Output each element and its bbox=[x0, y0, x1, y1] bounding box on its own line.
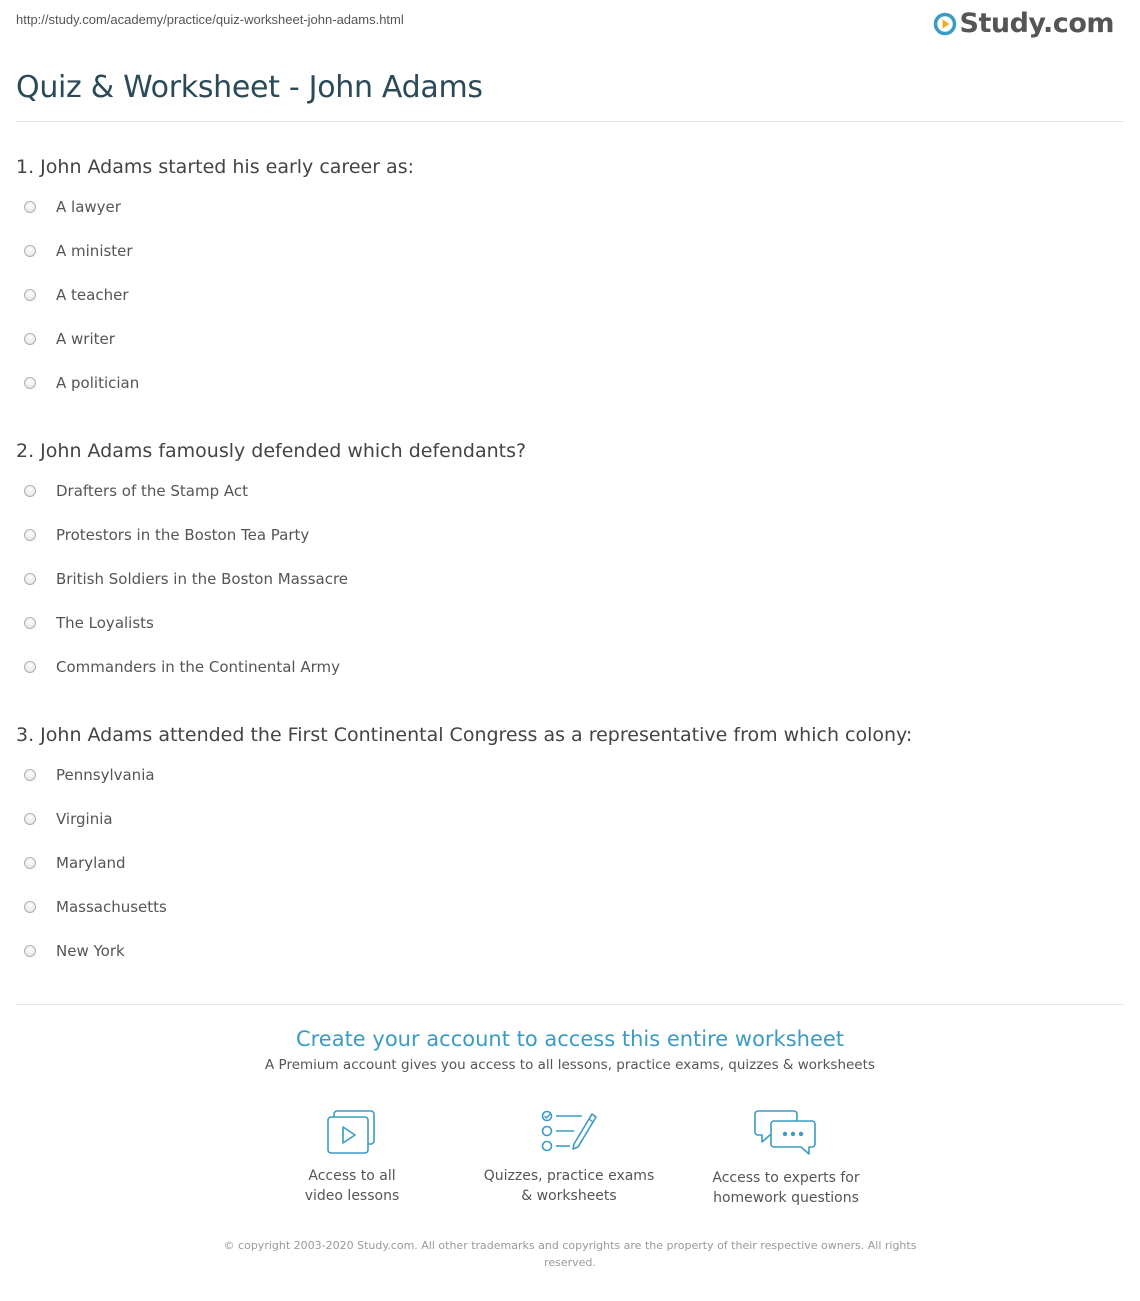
answer-option[interactable] bbox=[16, 569, 1124, 613]
header-divider bbox=[16, 121, 1124, 122]
answer-option[interactable] bbox=[16, 285, 1124, 329]
answer-option[interactable] bbox=[16, 329, 1124, 373]
option-label: British Soldiers in the Boston Massacre bbox=[56, 570, 349, 588]
answer-option[interactable] bbox=[16, 809, 1124, 853]
option-label: Commanders in the Continental Army bbox=[56, 658, 341, 676]
feature-quizzes bbox=[469, 1108, 669, 1206]
feature-label: Access to experts for homework questions bbox=[712, 1170, 860, 1206]
option-label: Drafters of the Stamp Act bbox=[56, 482, 249, 500]
answer-options bbox=[16, 765, 1124, 985]
radio-button[interactable] bbox=[24, 813, 36, 825]
radio-button[interactable] bbox=[24, 661, 36, 673]
option-label: Pennsylvania bbox=[56, 766, 155, 784]
answer-options bbox=[16, 197, 1124, 417]
option-label: Maryland bbox=[56, 854, 126, 872]
radio-button[interactable] bbox=[24, 573, 36, 585]
question-text: 3. John Adams attended the First Continental Congress as a representative from which colony: bbox=[16, 724, 913, 746]
answer-option[interactable] bbox=[16, 897, 1124, 941]
create-account-link[interactable]: Create your account to access this entire worksheet bbox=[295, 1027, 845, 1051]
radio-button[interactable] bbox=[24, 529, 36, 541]
logo-text: Study.com bbox=[959, 8, 1114, 39]
answer-option[interactable] bbox=[16, 525, 1124, 569]
footer-divider bbox=[16, 1004, 1124, 1005]
radio-button[interactable] bbox=[24, 617, 36, 629]
answer-option[interactable] bbox=[16, 765, 1124, 809]
option-label: The Loyalists bbox=[56, 614, 154, 632]
page-url: http://study.com/academy/practice/quiz-worksheet-john-adams.html bbox=[16, 12, 404, 27]
answer-option[interactable] bbox=[16, 373, 1124, 417]
option-label: New York bbox=[56, 942, 125, 960]
question-1 bbox=[16, 153, 1124, 417]
option-label: Virginia bbox=[56, 810, 113, 828]
feature-experts bbox=[686, 1108, 886, 1208]
option-label: Protestors in the Boston Tea Party bbox=[56, 526, 310, 544]
answer-option[interactable] bbox=[16, 941, 1124, 985]
study-com-logo[interactable] bbox=[933, 8, 1114, 39]
answer-option[interactable] bbox=[16, 241, 1124, 285]
option-label: Massachusetts bbox=[56, 898, 167, 916]
radio-button[interactable] bbox=[24, 945, 36, 957]
question-text: 2. John Adams famously defended which defendants? bbox=[16, 440, 527, 462]
radio-button[interactable] bbox=[24, 201, 36, 213]
question-2 bbox=[16, 437, 1124, 701]
feature-label: Access to all video lessons bbox=[304, 1168, 400, 1204]
radio-button[interactable] bbox=[24, 769, 36, 781]
option-label: A politician bbox=[56, 374, 140, 392]
radio-button[interactable] bbox=[24, 485, 36, 497]
radio-button[interactable] bbox=[24, 377, 36, 389]
premium-description: A Premium account gives you access to all lessons, practice exams, quizzes & worksheets bbox=[265, 1057, 875, 1073]
answer-option[interactable] bbox=[16, 657, 1124, 701]
option-label: A minister bbox=[56, 242, 133, 260]
answer-option[interactable] bbox=[16, 613, 1124, 657]
page-title: Quiz & Worksheet - John Adams bbox=[16, 70, 483, 105]
question-text: 1. John Adams started his early career as: bbox=[16, 156, 414, 178]
answer-options bbox=[16, 481, 1124, 701]
video-lessons-icon bbox=[326, 1108, 378, 1156]
radio-button[interactable] bbox=[24, 289, 36, 301]
chat-bubbles-icon bbox=[754, 1108, 818, 1158]
question-3 bbox=[16, 721, 1124, 985]
radio-button[interactable] bbox=[24, 901, 36, 913]
answer-option[interactable] bbox=[16, 481, 1124, 525]
radio-button[interactable] bbox=[24, 857, 36, 869]
answer-option[interactable] bbox=[16, 853, 1124, 897]
feature-video-lessons bbox=[252, 1108, 452, 1206]
copyright-notice: © copyright 2003-2020 Study.com. All other trademarks and copyrights are the property of their respective owners. All rights reserved. bbox=[223, 1239, 917, 1269]
answer-option[interactable] bbox=[16, 197, 1124, 241]
quiz-checklist-icon bbox=[540, 1108, 598, 1156]
radio-button[interactable] bbox=[24, 245, 36, 257]
option-label: A teacher bbox=[56, 286, 129, 304]
feature-label: Quizzes, practice exams & worksheets bbox=[483, 1168, 655, 1204]
option-label: A writer bbox=[56, 330, 115, 348]
play-circle-icon bbox=[933, 12, 957, 36]
option-label: A lawyer bbox=[56, 198, 121, 216]
radio-button[interactable] bbox=[24, 333, 36, 345]
